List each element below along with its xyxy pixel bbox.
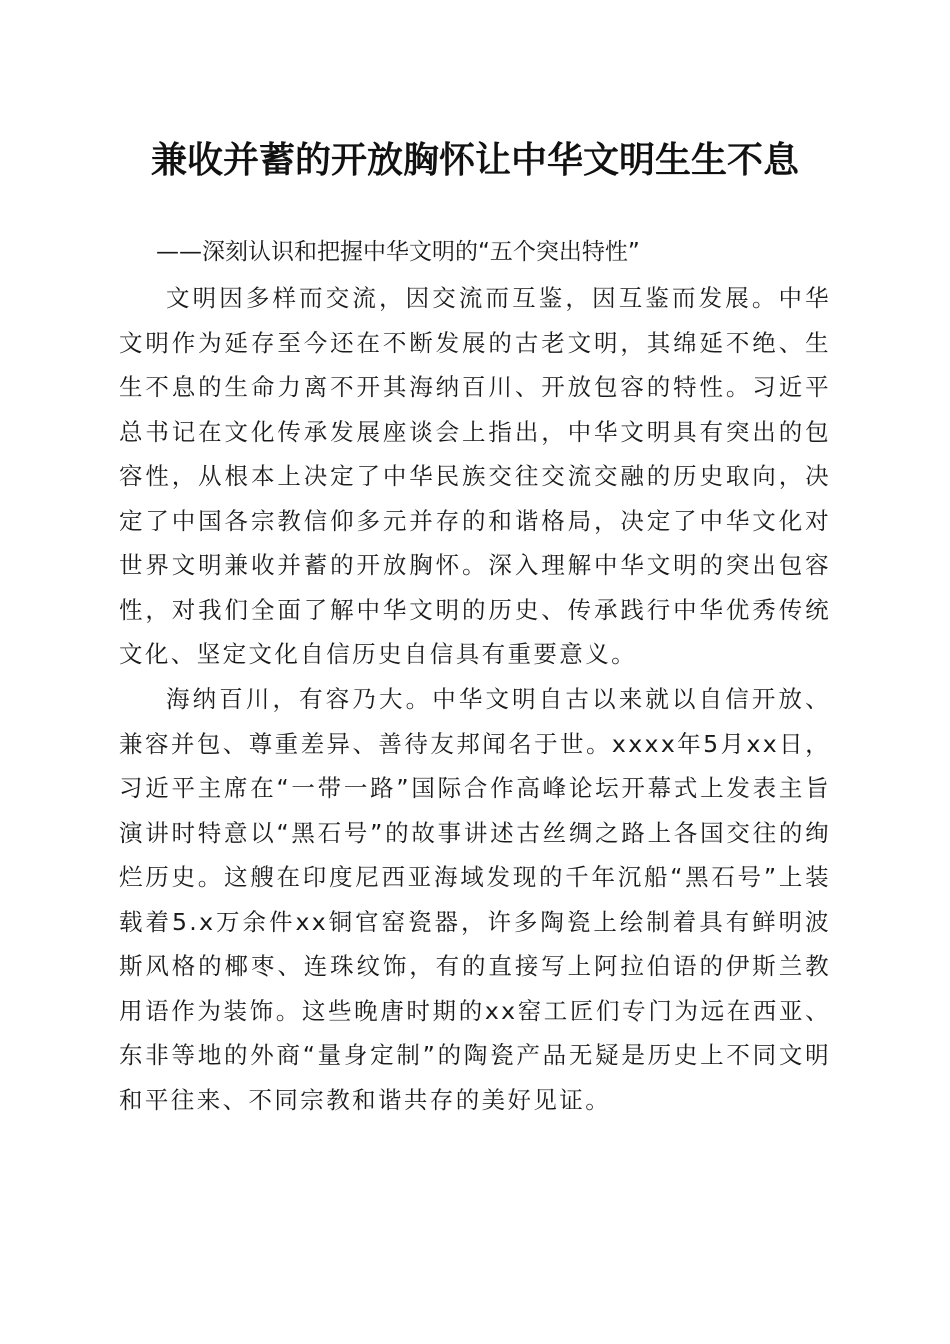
paragraph-1: 文明因多样而交流，因交流而互鉴，因互鉴而发展。中华文明作为延存至今还在不断发展的古老文明，其绵延不绝、生生不息的生命力离不开其海纳百川、开放包容的特性。习近平总书记在文化传承发展座谈会上指出，中华文明具有突出的包容性，从根本上决定了中华民族交往交流交融的历史取向，决定了中国各宗教信仰多元并存的和谐格局，决定了中华文化对世界文明兼收并蓄的开放胸怀。深入理解中华文明的突出包容性，对我们全面了解中华文明的历史、传承践行中华优秀传统文化、坚定文化自信历史自信具有重要意义。	[119, 284, 831, 668]
document-title: 兼收并蓄的开放胸怀让中华文明生生不息	[150, 139, 799, 181]
paragraph-2: 海纳百川，有容乃大。中华文明自古以来就以自信开放、兼容并包、尊重差异、善待友邦闻名于世。xxxx年5月xx日，习近平主席在“一带一路”国际合作高峰论坛开幕式上发表主旨演讲时特意以“黑石号”的故事讲述古丝绸之路上各国交往的绚烂历史。这艘在印度尼西亚海域发现的千年沉船“黑石号”上装载着5.x万余件xx铜官窑瓷器，许多陶瓷上绘制着具有鲜明波斯风格的椰枣、连珠纹饰，有的直接写上阿拉伯语的伊斯兰教用语作为装饰。这些晚唐时期的xx窑工匠们专门为远在西亚、东非等地的外商“量身定制”的陶瓷产品无疑是历史上不同文明和平往来、不同宗教和谐共存的美好见证。	[119, 685, 831, 1114]
document-subtitle: ——深刻认识和把握中华文明的“五个突出特性”	[156, 239, 640, 265]
